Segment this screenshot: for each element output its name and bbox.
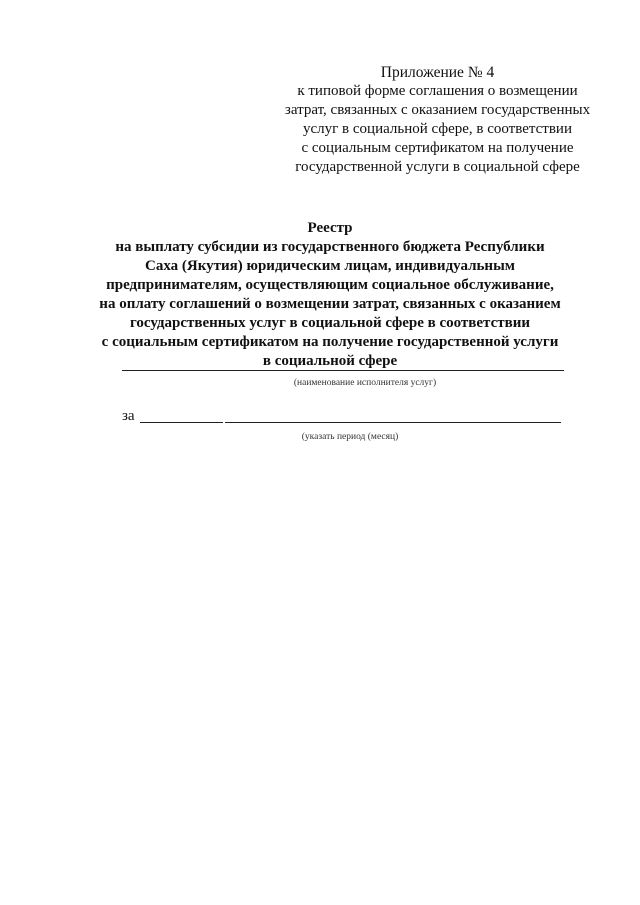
registry-title-line: на выплату субсидии из государственного бюджета Республики [115,239,545,255]
executor-name-caption: (наименование исполнителя услуг) [293,378,437,388]
registry-title-line: на оплату соглашений о возмещении затрат, связанных с оказанием [99,296,561,312]
executor-name-line[interactable] [122,370,564,371]
period-line-short[interactable] [140,422,223,423]
registry-title-line: предпринимателям, осуществляющим социальное обслуживание, [106,277,554,293]
period-line-long[interactable] [225,422,561,423]
appendix-line: к типовой форме соглашения о возмещении [297,83,578,99]
appendix-header [270,63,605,177]
appendix-line: затрат, связанных с оказанием государственных [284,102,591,118]
registry-title-line: с социальным сертификатом на получение государственной услуги [101,334,559,350]
period-prefix: за [122,408,135,424]
appendix-number: Приложение № 4 [380,64,495,81]
registry-heading: Реестр [307,220,353,236]
registry-title [90,219,570,371]
appendix-line: с социальным сертификатом на получение [301,140,574,156]
appendix-line: государственной услуги в социальной сфере [295,159,580,175]
registry-title-line: Саха (Якутия) юридическим лицам, индивидуальным [144,258,516,274]
appendix-line: услуг в социальной сфере, в соответствии [303,121,572,137]
registry-title-line: в социальной сфере [262,353,398,369]
registry-title-line: государственных услуг в социальной сфере в соответствии [129,315,531,331]
period-caption: (указать период (месяц) [301,432,399,442]
